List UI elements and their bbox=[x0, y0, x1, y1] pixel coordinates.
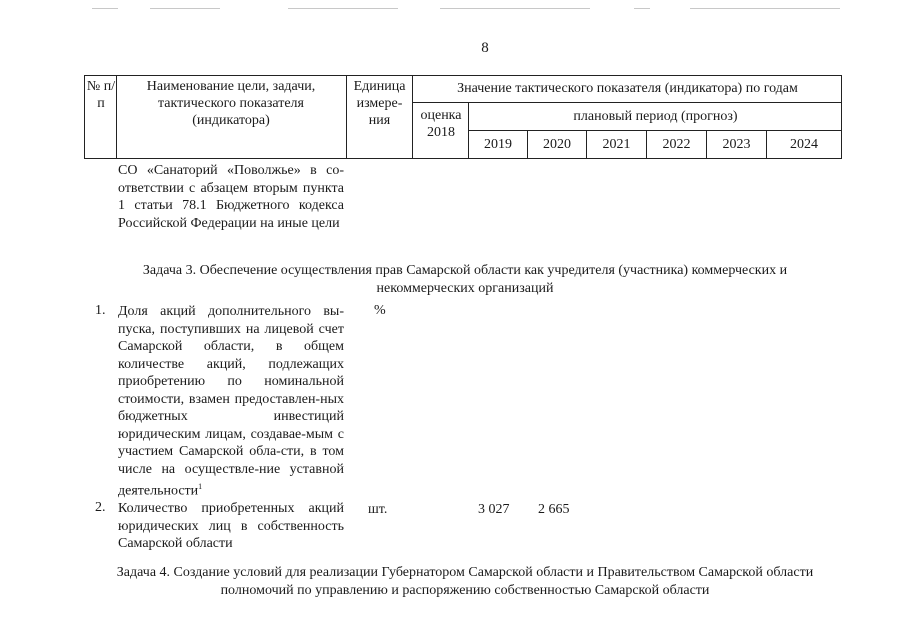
scan-mark bbox=[634, 8, 650, 9]
scan-mark bbox=[150, 8, 220, 9]
header-year-2021: 2021 bbox=[602, 137, 631, 152]
continuation-text: СО «Санаторий «Поволжье» в со-ответствии с абзацем вторым пункта 1 статьи 78.1 Бюджетного кодекса Российской Федерации на иные цели bbox=[118, 163, 344, 231]
row-2-value-2020: 2 665 bbox=[538, 502, 570, 517]
scan-mark bbox=[92, 8, 118, 9]
task-3-heading: Задача 3. Обеспечение осуществления прав Самарской области как учредителя (участника) коммерческих и некоммерческих организаций bbox=[142, 263, 788, 296]
page-number: 8 bbox=[481, 40, 489, 56]
scan-mark bbox=[690, 8, 840, 9]
header-year-2020: 2020 bbox=[543, 137, 571, 152]
header-year-2024: 2024 bbox=[790, 137, 818, 152]
header-col-number: № п/п bbox=[86, 79, 116, 111]
row-1-number: 1. bbox=[95, 303, 106, 318]
row-2-value-2019: 3 027 bbox=[478, 502, 510, 517]
row-1-name-text: Доля акций дополнительного вы-пуска, поступивших на лицевой счет Самарской области, в общем количестве акций, подлежащих приобретению по номинальной стоимости, взамен предоставлен-ных бюджетных инвестиций юридическим лицам, создавае-мым с участием Самарской обла-сти, в том числе на осуществле-ние уставной деятельности bbox=[118, 304, 344, 499]
row-1-footnote: 1 bbox=[198, 482, 203, 491]
task-4-heading: Задача 4. Создание условий для реализации Губернатором Самарской области и Правительством Самарской области полномочий по управлению и распоряжению собственностью Самарской области bbox=[116, 565, 814, 598]
row-1-unit: % bbox=[374, 303, 386, 318]
row-1-name bbox=[118, 303, 344, 500]
header-year-2019: 2019 bbox=[484, 137, 512, 152]
header-col-values: Значение тактического показателя (индикатора) по годам bbox=[457, 81, 798, 96]
table-header bbox=[84, 75, 842, 159]
header-col-name: Наименование цели, задачи, тактического показателя (индикатора) bbox=[146, 79, 316, 128]
row-2-name: Количество приобретенных акций юридических лиц в собственность Самарской области bbox=[118, 501, 344, 551]
scan-mark bbox=[440, 8, 590, 9]
scan-mark bbox=[288, 8, 398, 9]
header-year-2022: 2022 bbox=[662, 137, 691, 152]
header-col-unit: Единица измере-ния bbox=[353, 79, 406, 128]
row-2-number: 2. bbox=[95, 500, 106, 515]
header-col-estimate: оценка 2018 bbox=[420, 108, 462, 140]
header-year-2023: 2023 bbox=[722, 137, 751, 152]
header-col-planned: плановый период (прогноз) bbox=[573, 109, 738, 124]
row-2-unit: шт. bbox=[368, 502, 388, 517]
